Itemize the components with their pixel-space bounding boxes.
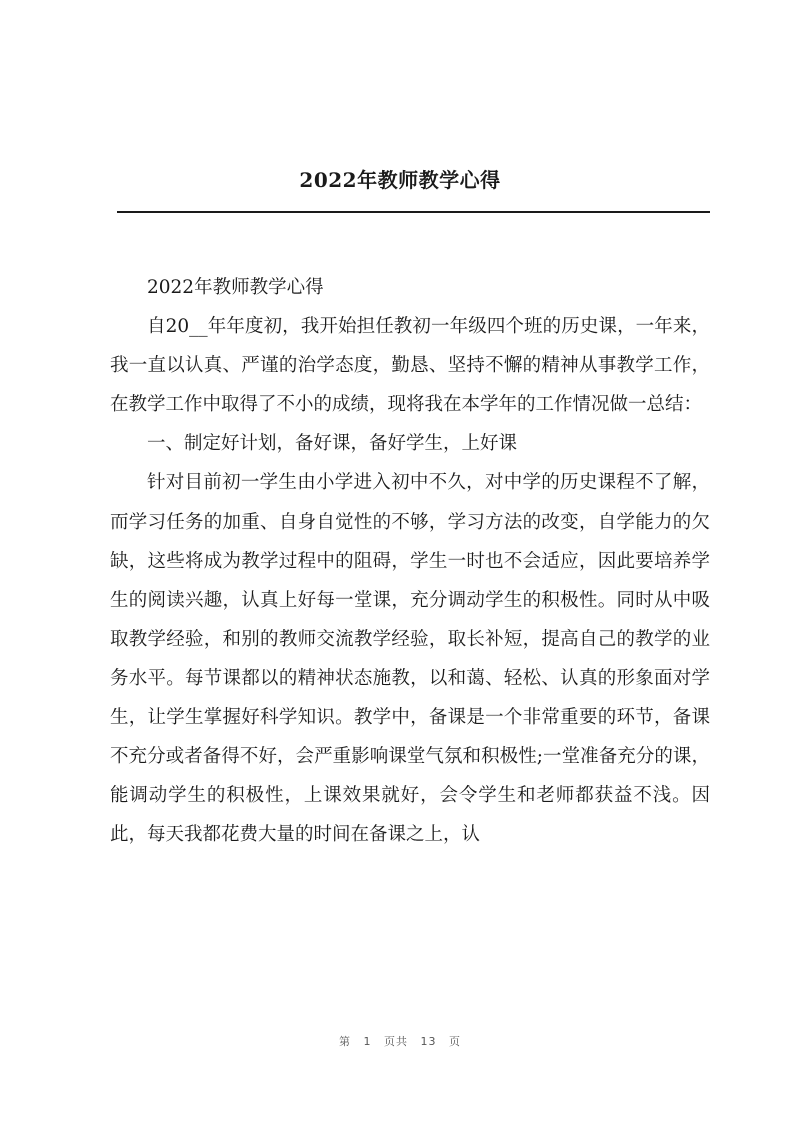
page-footer: [0, 1033, 800, 1049]
footer-label-of: 页共: [384, 1035, 408, 1048]
body-paragraph: 针对目前初一学生由小学进入初中不久，对中学的历史课程不了解，而学习任务的加重、自身自觉性的不够，学习方法的改变，自学能力的欠缺，这些将成为教学过程中的阻碍，学生一时也不会适应，因此要培养学生的阅读兴趣，认真上好每一堂课，充分调动学生的积极性。同时从中吸取教学经验，和别的教师交流教学经验，取长补短，提高自己的教学的业务水平。每节课都以的精神状态施教，以和蔼、轻松、认真的形象面对学生，让学生掌握好科学知识。教学中，备课是一个非常重要的环节，备课不充分或者备得不好，会严重影响课堂气氛和积极性;一堂准备充分的课，能调动学生的积极性，上课效果就好，会令学生和老师都获益不浅。因此，每天我都花费大量的时间在备课之上，认: [110, 472, 710, 846]
footer-total-pages: 13: [420, 1035, 437, 1048]
footer-current-page: 1: [363, 1035, 372, 1048]
section-heading: 一、制定好计划，备好课，备好学生，上好课: [147, 433, 518, 455]
body-title-paragraph: 2022年教师教学心得: [147, 277, 324, 298]
page-title: 2022年教师教学心得: [299, 168, 501, 192]
footer-label-page: 第: [339, 1035, 351, 1048]
document-body: [110, 268, 710, 854]
title-divider: [117, 211, 710, 213]
footer-label-end: 页: [449, 1035, 461, 1048]
intro-paragraph: 自20__年年度初，我开始担任教初一年级四个班的历史课，一年来，我一直以认真、严谨的治学态度，勤恳、坚持不懈的精神从事教学工作，在教学工作中取得了不小的成绩，现将我在本学年的工作情况做一总结：: [110, 316, 710, 416]
